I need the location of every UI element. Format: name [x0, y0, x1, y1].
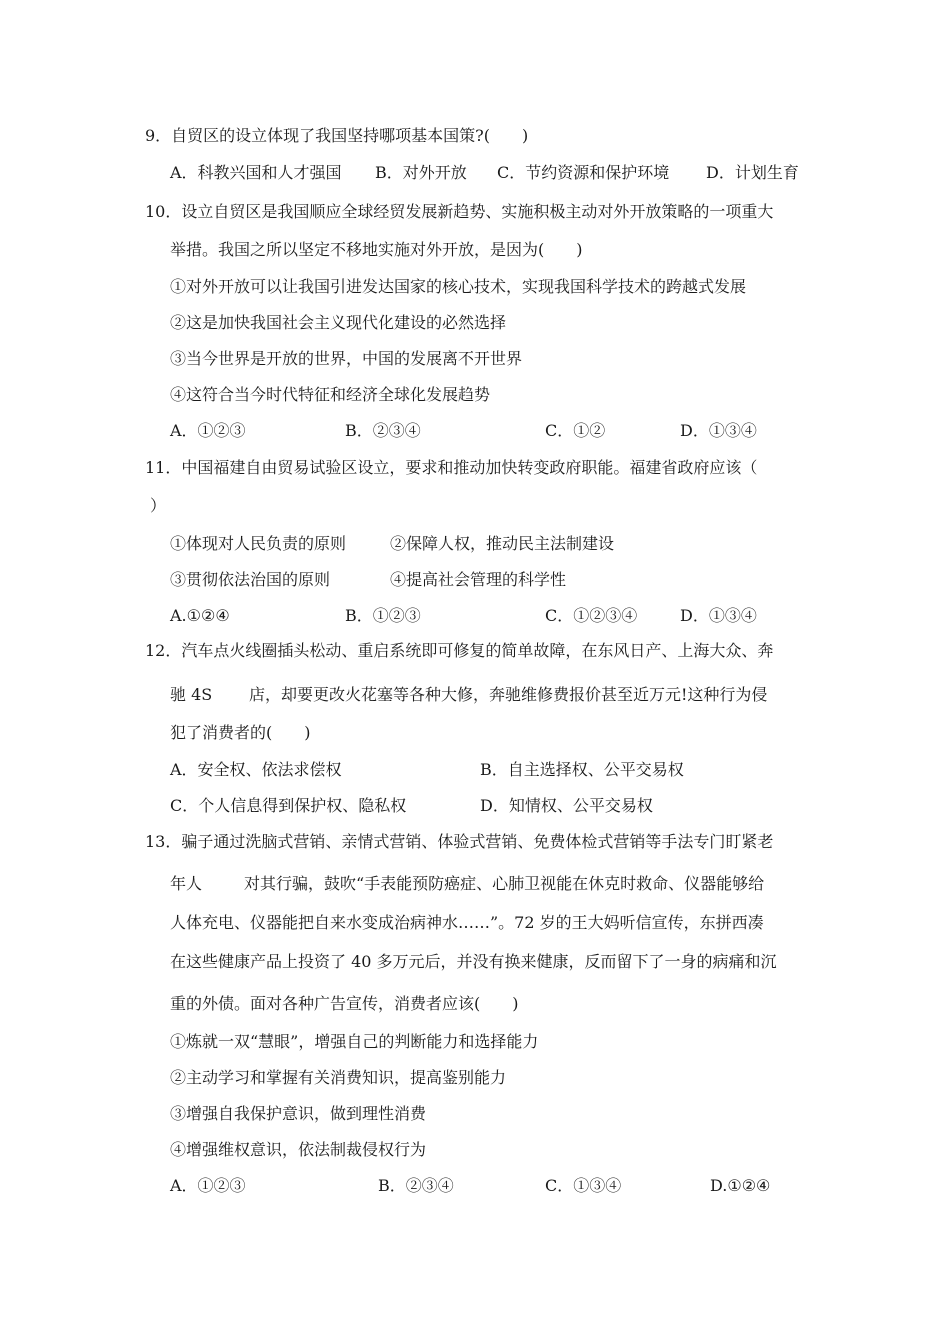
- q13-option-c: C．①③④: [545, 1176, 622, 1195]
- q11-option-b: B．①②③: [345, 606, 421, 625]
- q13-stem-line-1: 13．骗子通过洗脑式营销、亲情式营销、体验式营销、免费体检式营销等手法专门盯紧老: [145, 832, 774, 851]
- q9-option-d: D．计划生育: [706, 163, 799, 182]
- q13-stem-line-3: 人体充电、仪器能把自来水变成治病神水……”。72 岁的王大妈听信宣传，东拼西凑: [170, 913, 764, 932]
- q9-stem: 9．自贸区的设立体现了我国坚持哪项基本国策?( ): [145, 126, 529, 145]
- q10-item-4: ④这符合当今时代特征和经济全球化发展趋势: [170, 385, 491, 404]
- q11-option-d: D．①③④: [680, 606, 757, 625]
- q13-stem-line-4: 在这些健康产品上投资了 40 多万元后，并没有换来健康，反而留下了一身的病痛和沉: [170, 952, 777, 971]
- q11-item-3: ③贯彻依法治国的原则: [170, 570, 331, 589]
- q13-item-2: ②主动学习和掌握有关消费知识，提高鉴别能力: [170, 1068, 507, 1087]
- q12-option-d: D．知情权、公平交易权: [480, 796, 653, 815]
- q13-item-4: ④增强维权意识，依法制裁侵权行为: [170, 1140, 427, 1159]
- q13-item-3: ③增强自我保护意识，做到理性消费: [170, 1104, 427, 1123]
- q13-stem-line-2b: 对其行骗，鼓吹“手表能预防癌症、心肺卫视能在休克时救命、仪器能够给: [244, 874, 765, 893]
- q13-option-a: A．①②③: [170, 1176, 246, 1195]
- q13-option-d: D.①②④: [710, 1176, 771, 1195]
- q10-stem-line-1: 10．设立自贸区是我国顺应全球经贸发展新趋势、实施积极主动对外开放策略的一项重大: [145, 202, 774, 221]
- q12-stem-line-1: 12．汽车点火线圈插头松动、重启系统即可修复的简单故障，在东风日产、上海大众、奔: [145, 641, 774, 660]
- q13-item-1: ①炼就一双“慧眼”，增强自己的判断能力和选择能力: [170, 1032, 539, 1051]
- q10-item-1: ①对外开放可以让我国引进发达国家的核心技术，实现我国科学技术的跨越式发展: [170, 277, 747, 296]
- q10-option-b: B．②③④: [345, 421, 421, 440]
- q13-stem-line-5: 重的外债。面对各种广告宣传，消费者应该( ): [170, 994, 519, 1013]
- q11-option-a: A.①②④: [170, 606, 230, 625]
- q11-item-2: ②保障人权，推动民主法制建设: [390, 534, 615, 553]
- q12-stem-line-2a: 驰 4S: [170, 685, 213, 704]
- q12-stem-line-3: 犯了消费者的( ): [170, 723, 311, 742]
- q10-stem-line-2: 举措。我国之所以坚定不移地实施对外开放，是因为( ): [170, 240, 583, 259]
- q12-option-c: C．个人信息得到保护权、隐私权: [170, 796, 407, 815]
- q11-stem-line-2: ）: [150, 496, 167, 515]
- q11-stem-line-1: 11．中国福建自由贸易试验区设立，要求和推动加快转变政府职能。福建省政府应该（: [145, 458, 758, 477]
- q11-item-4: ④提高社会管理的科学性: [390, 570, 567, 589]
- q10-option-d: D．①③④: [680, 421, 757, 440]
- q10-option-a: A．①②③: [170, 421, 246, 440]
- q11-option-c: C．①②③④: [545, 606, 638, 625]
- q10-option-c: C．①②: [545, 421, 606, 440]
- q12-option-a: A．安全权、依法求偿权: [170, 760, 342, 779]
- q9-option-b: B．对外开放: [375, 163, 467, 182]
- q12-option-b: B．自主选择权、公平交易权: [480, 760, 684, 779]
- q10-item-2: ②这是加快我国社会主义现代化建设的必然选择: [170, 313, 507, 332]
- q11-item-1: ①体现对人民负责的原则: [170, 534, 347, 553]
- q10-item-3: ③当今世界是开放的世界，中国的发展离不开世界: [170, 349, 523, 368]
- q13-stem-line-2a: 年人: [170, 874, 203, 893]
- q13-option-b: B．②③④: [378, 1176, 454, 1195]
- q9-option-a: A．科教兴国和人才强国: [170, 163, 342, 182]
- q12-stem-line-2b: 店，却要更改火花塞等各种大修，奔驰维修费报价甚至近万元!这种行为侵: [249, 685, 768, 704]
- q9-option-c: C．节约资源和保护环境: [497, 163, 670, 182]
